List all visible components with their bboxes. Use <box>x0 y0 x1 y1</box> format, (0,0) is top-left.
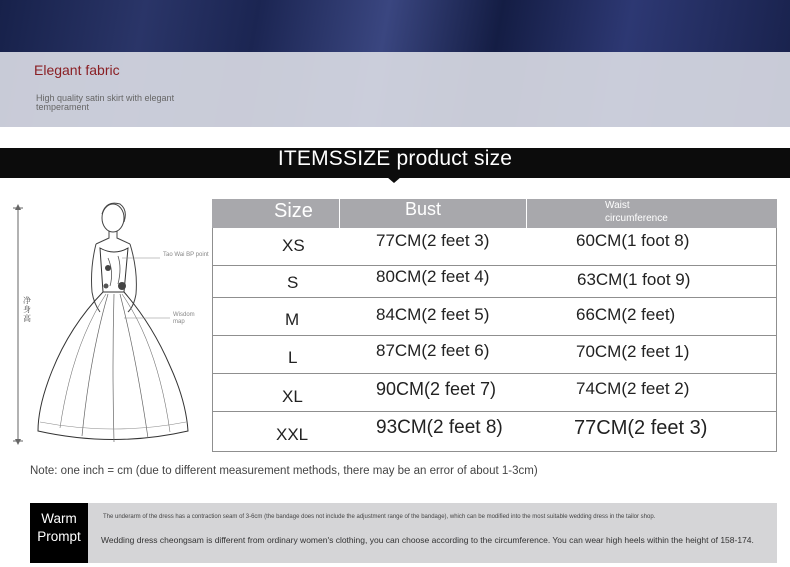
table-row <box>212 228 777 266</box>
table-row <box>212 336 777 374</box>
waist-cell: 63CM(1 foot 9) <box>577 270 691 289</box>
bp-point-label: Tao Wai BP point <box>163 252 209 258</box>
size-cell: L <box>288 348 298 367</box>
table-header <box>212 199 777 228</box>
height-label: 净身高 <box>23 296 31 323</box>
waist-cell: 77CM(2 feet 3) <box>574 417 708 439</box>
size-table <box>212 199 777 452</box>
waist-cell: 60CM(1 foot 8) <box>576 231 690 250</box>
bust-cell: 90CM(2 feet 7) <box>376 379 497 399</box>
fabric-title: Elegant fabric <box>34 62 120 78</box>
fabric-description: High quality satin skirt with elegant temperament <box>36 93 175 112</box>
header-divider <box>339 199 340 228</box>
header-bust: Bust <box>405 199 442 219</box>
warm-prompt-text-2: Wedding dress cheongsam is different from ordinary women's clothing, you can choose according to the circumference. You can wear high heels within the height of 158-174. <box>101 535 754 545</box>
dress-sketch <box>10 196 210 451</box>
header-divider <box>526 199 527 228</box>
warm-prompt-text-1: The underarm of the dress has a contraction seam of 3-6cm (the bandage does not include the adjustment range of the bandage), which can be modified into the most suitable wedding dress in the tailor shop. <box>103 514 656 520</box>
table-row <box>212 412 777 452</box>
table-row <box>212 266 777 298</box>
size-banner-title: ITEMSSIZE product size <box>277 147 513 170</box>
bust-cell: 87CM(2 feet 6) <box>376 341 490 360</box>
size-cell: XL <box>282 387 303 406</box>
waist-cell: 66CM(2 feet) <box>576 305 676 324</box>
warm-label-line1: Warm <box>41 511 77 526</box>
size-cell: S <box>287 273 299 292</box>
bust-cell: 93CM(2 feet 8) <box>376 417 503 438</box>
warm-prompt-panel <box>30 503 777 563</box>
size-cell: XXL <box>276 425 309 444</box>
size-cell: XS <box>282 236 305 255</box>
warm-prompt-label <box>30 503 88 563</box>
bust-cell: 80CM(2 feet 4) <box>376 267 490 286</box>
warm-label-line2: Prompt <box>37 529 81 544</box>
table-row <box>212 298 777 336</box>
header-size: Size <box>274 200 313 222</box>
waist-cell: 74CM(2 feet 2) <box>576 379 690 398</box>
banner-arrow-icon <box>387 177 401 183</box>
waist-cell: 70CM(2 feet 1) <box>576 342 690 361</box>
header-waist: Waist circumference <box>605 200 668 224</box>
measurement-note: Note: one inch = cm (due to different measurement methods, there may be an error of about 1-3cm) <box>30 465 538 477</box>
bust-cell: 84CM(2 feet 5) <box>376 305 490 324</box>
table-row <box>212 374 777 412</box>
bust-cell: 77CM(2 feet 3) <box>376 231 490 250</box>
waist-map-label: Wisdom map <box>173 312 195 325</box>
size-cell: M <box>285 310 300 329</box>
